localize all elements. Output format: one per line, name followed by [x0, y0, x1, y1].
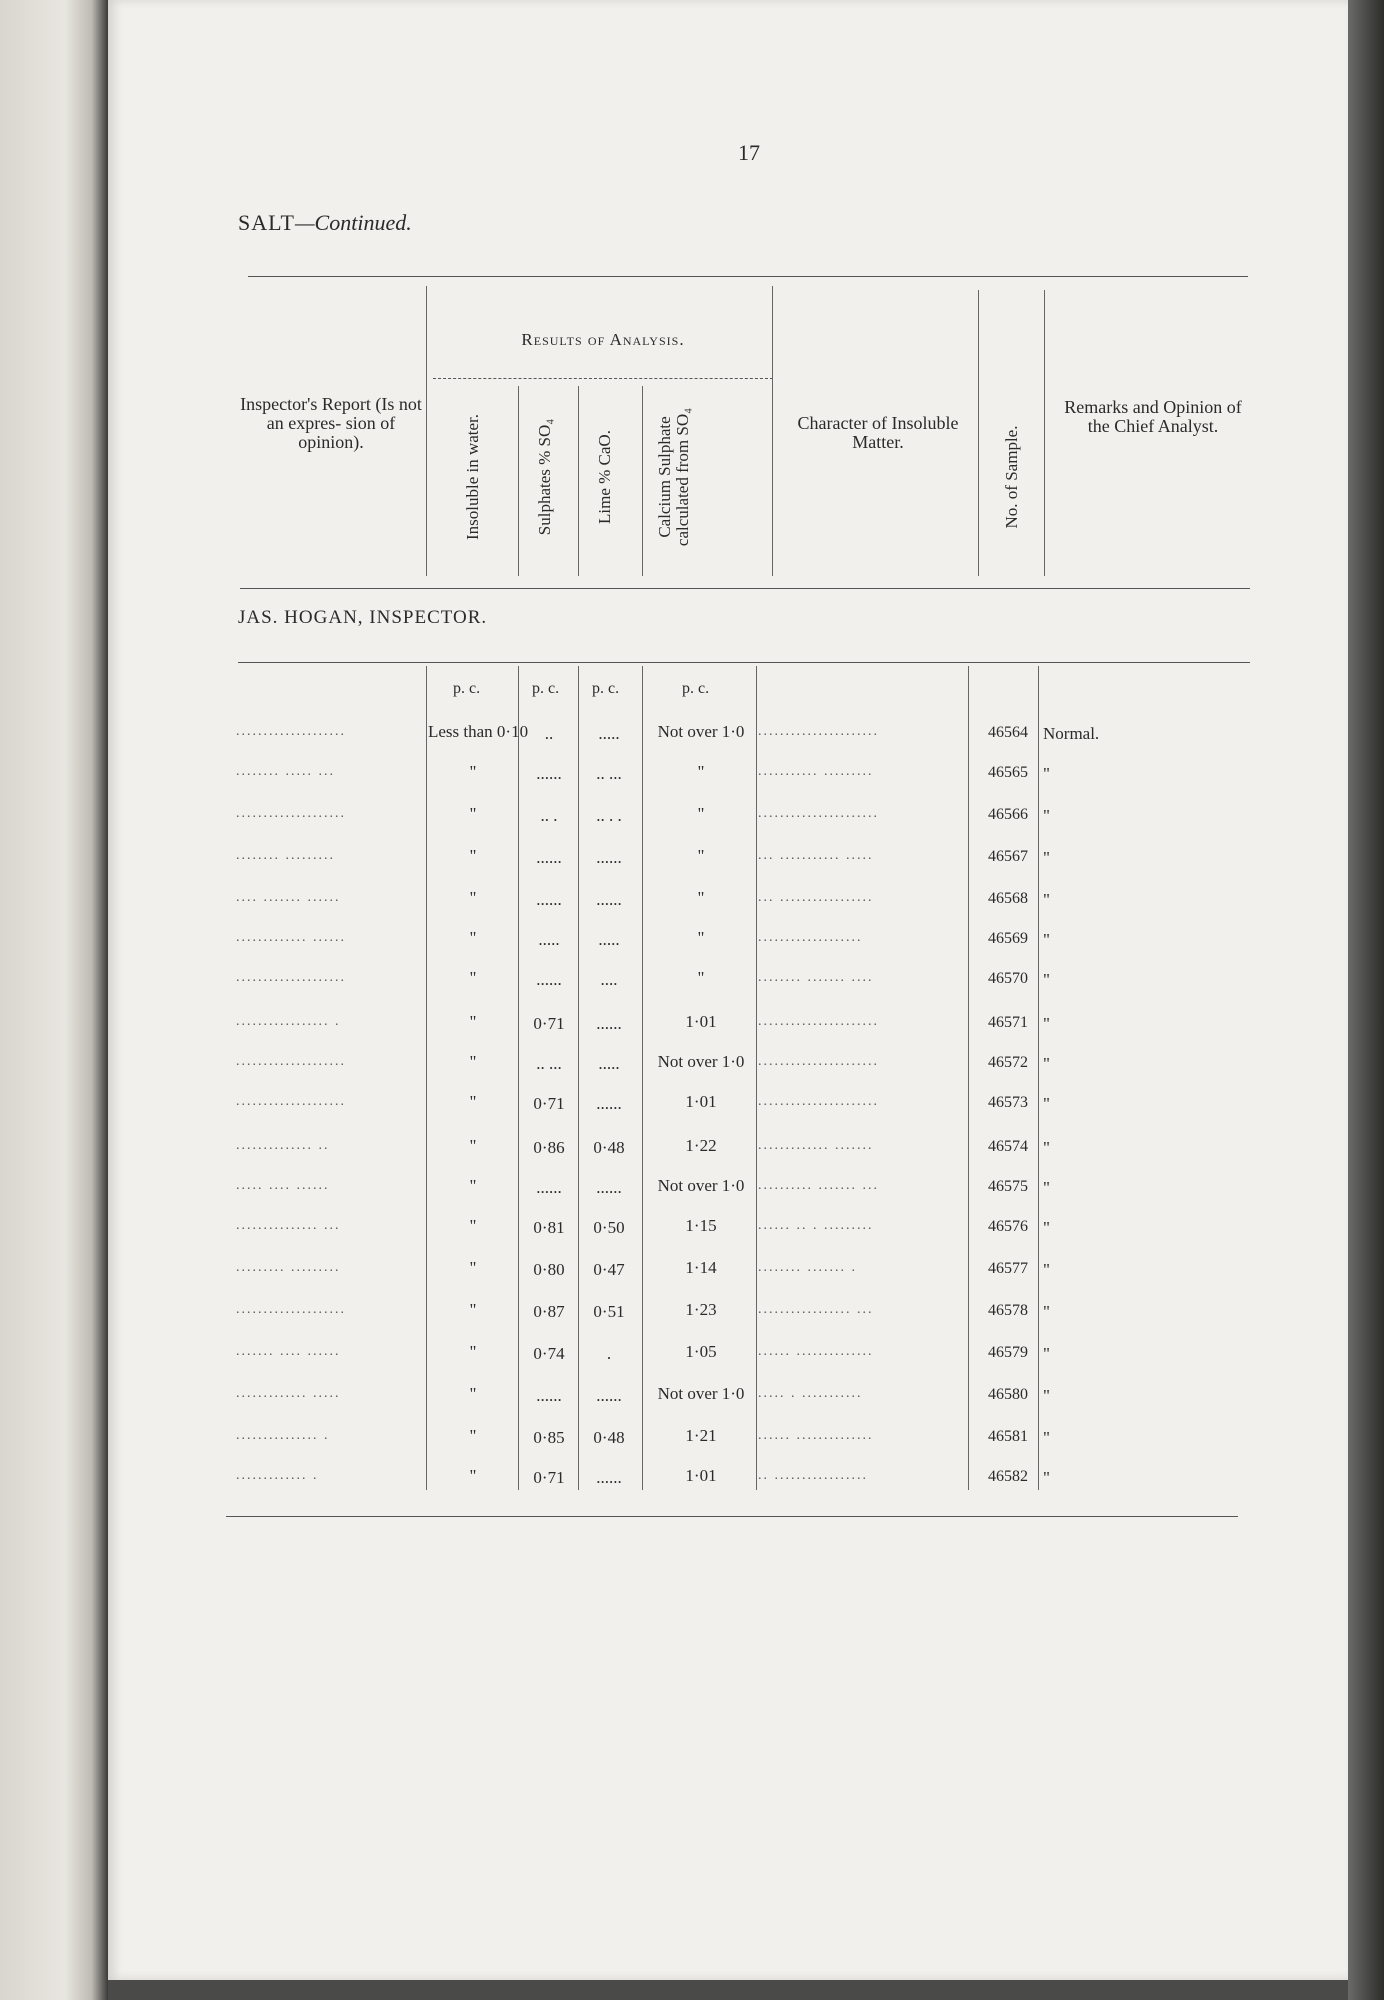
- cell-sample: 46571: [988, 1014, 1028, 1031]
- unit-sulphates: p. c.: [532, 680, 560, 697]
- table-row: [108, 1468, 1348, 1508]
- cell-lime: ......: [596, 1178, 622, 1197]
- header-divider: [1044, 290, 1045, 576]
- cell-sample: 46576: [988, 1218, 1028, 1235]
- cell-lime: 0·48: [593, 1428, 625, 1447]
- cell-character: ...... ..............: [758, 1428, 874, 1443]
- cell-remarks: ": [1043, 1138, 1050, 1157]
- cell-calcium: Not over 1·0: [657, 1176, 745, 1195]
- cell-report: ............... ...: [236, 1218, 341, 1233]
- cell-sample: 46580: [988, 1386, 1028, 1403]
- cell-insoluble: Less than 0·10: [428, 722, 529, 741]
- page-edge: [1348, 0, 1384, 2000]
- table-row: [108, 970, 1348, 1010]
- cell-sulphates: ......: [536, 764, 562, 783]
- cell-remarks: Normal.: [1043, 724, 1100, 743]
- table-row: [108, 724, 1348, 764]
- cell-insoluble: ": [469, 1300, 477, 1319]
- cell-insoluble: ": [469, 888, 477, 907]
- cell-report: ............. .: [236, 1468, 319, 1483]
- section-title-suffix: —Continued.: [294, 210, 412, 235]
- cell-report: ....................: [236, 1094, 346, 1109]
- header-sample-no: No. of Sample.: [1002, 425, 1021, 529]
- book-spine: [0, 0, 108, 2000]
- cell-insoluble: ": [469, 1052, 477, 1071]
- cell-insoluble: ": [469, 762, 477, 781]
- table-row: [108, 930, 1348, 970]
- cell-report: ................. .: [236, 1014, 341, 1029]
- unit-insoluble: p. c.: [453, 680, 481, 697]
- cell-sample: 46567: [988, 848, 1028, 865]
- cell-calcium: 1·01: [685, 1012, 717, 1031]
- cell-sulphates: ......: [536, 970, 562, 989]
- cell-report: ....................: [236, 970, 346, 985]
- section-title: [238, 210, 412, 236]
- cell-remarks: ": [1043, 848, 1050, 867]
- header-inspector-report: Inspector's Report (Is not an expres- sion of opinion).: [240, 394, 422, 452]
- cell-report: ............. .....: [236, 1386, 341, 1401]
- cell-report: ............... .: [236, 1428, 330, 1443]
- cell-sulphates: 0·80: [533, 1260, 565, 1279]
- header-divider: [578, 386, 579, 576]
- header-divider: [642, 386, 643, 576]
- inspector-rule: [238, 662, 1250, 663]
- cell-remarks: ": [1043, 1260, 1050, 1279]
- cell-remarks: ": [1043, 1302, 1050, 1321]
- cell-lime: ......: [596, 1094, 622, 1113]
- cell-sulphates: 0·71: [533, 1014, 565, 1033]
- cell-remarks: ": [1043, 1054, 1050, 1073]
- cell-sample: 46579: [988, 1344, 1028, 1361]
- cell-report: ........ ..... ...: [236, 764, 335, 779]
- cell-remarks: ": [1043, 764, 1050, 783]
- table-row: [108, 848, 1348, 888]
- cell-character: .. .................: [758, 1468, 868, 1483]
- cell-sulphates: ......: [536, 1386, 562, 1405]
- header-divider: [978, 290, 979, 576]
- cell-calcium: 1·21: [685, 1426, 717, 1445]
- header-character: Character of Insoluble Matter.: [797, 413, 959, 452]
- section-title-main: SALT: [238, 210, 295, 235]
- cell-calcium: Not over 1·0: [657, 722, 745, 741]
- table-row: [108, 1218, 1348, 1258]
- unit-calcium: p. c.: [682, 680, 710, 697]
- cell-insoluble: ": [469, 1012, 477, 1031]
- cell-insoluble: ": [469, 1384, 477, 1403]
- cell-insoluble: ": [469, 928, 477, 947]
- cell-lime: .....: [598, 724, 620, 743]
- table-row: [108, 1386, 1348, 1426]
- table-row: [108, 1260, 1348, 1300]
- cell-sample: 46565: [988, 764, 1028, 781]
- cell-sample: 46578: [988, 1302, 1028, 1319]
- cell-character: .......... ....... ...: [758, 1178, 879, 1193]
- inspector-name: JAS. HOGAN, INSPECTOR.: [238, 607, 488, 628]
- cell-calcium: ": [697, 928, 705, 947]
- cell-character: ........... .........: [758, 764, 874, 779]
- cell-character: ......................: [758, 1094, 879, 1109]
- cell-insoluble: ": [469, 968, 477, 987]
- cell-report: ....................: [236, 1054, 346, 1069]
- cell-sulphates: 0·74: [533, 1344, 565, 1363]
- cell-lime: ......: [596, 1386, 622, 1405]
- cell-report: .... ....... ......: [236, 890, 341, 905]
- table-bottom-rule: [226, 1516, 1238, 1517]
- cell-report: ........ .........: [236, 848, 335, 863]
- cell-calcium: 1·23: [685, 1300, 717, 1319]
- cell-calcium: 1·14: [685, 1258, 717, 1277]
- table-row: [108, 1138, 1348, 1178]
- cell-character: ......................: [758, 1054, 879, 1069]
- cell-sulphates: 0·71: [533, 1468, 565, 1487]
- cell-lime: 0·50: [593, 1218, 625, 1237]
- cell-sulphates: 0·71: [533, 1094, 565, 1113]
- cell-sample: 46572: [988, 1054, 1028, 1071]
- cell-sample: 46568: [988, 890, 1028, 907]
- cell-remarks: ": [1043, 1014, 1050, 1033]
- cell-sulphates: 0·85: [533, 1428, 565, 1447]
- header-divider: [518, 386, 519, 576]
- cell-lime: ......: [596, 848, 622, 867]
- cell-sample: 46569: [988, 930, 1028, 947]
- table-row: [108, 1428, 1348, 1468]
- cell-sulphates: ......: [536, 890, 562, 909]
- cell-report: ....................: [236, 724, 346, 739]
- cell-lime: .. ...: [596, 764, 622, 783]
- cell-calcium: 1·01: [685, 1092, 717, 1111]
- cell-remarks: ": [1043, 1386, 1050, 1405]
- cell-calcium: ": [697, 888, 705, 907]
- cell-calcium: 1·15: [685, 1216, 717, 1235]
- cell-character: ........ ....... .: [758, 1260, 857, 1275]
- table-row: [108, 1344, 1348, 1384]
- cell-character: ........ ....... ....: [758, 970, 874, 985]
- cell-remarks: ": [1043, 806, 1050, 825]
- table-row: [108, 890, 1348, 930]
- cell-report: ..... .... ......: [236, 1178, 330, 1193]
- header-divider: [772, 286, 773, 576]
- cell-character: ... .................: [758, 890, 874, 905]
- cell-lime: 0·48: [593, 1138, 625, 1157]
- cell-sample: 46574: [988, 1138, 1028, 1155]
- cell-remarks: ": [1043, 970, 1050, 989]
- cell-remarks: ": [1043, 1094, 1050, 1113]
- cell-character: ......................: [758, 1014, 879, 1029]
- cell-report: ............. ......: [236, 930, 346, 945]
- cell-calcium: 1·22: [685, 1136, 717, 1155]
- cell-character: ......................: [758, 724, 879, 739]
- cell-lime: ....: [600, 970, 618, 989]
- cell-insoluble: ": [469, 1342, 477, 1361]
- table-row: [108, 1054, 1348, 1094]
- cell-insoluble: ": [469, 846, 477, 865]
- cell-character: ..... . ...........: [758, 1386, 863, 1401]
- cell-lime: .: [606, 1344, 612, 1363]
- cell-calcium: 1·05: [685, 1342, 717, 1361]
- table-row: [108, 764, 1348, 804]
- table-row: [108, 1014, 1348, 1054]
- cell-report: ....................: [236, 1302, 346, 1317]
- cell-report: .............. ..: [236, 1138, 330, 1153]
- cell-sample: 46581: [988, 1428, 1028, 1445]
- cell-insoluble: ": [469, 1176, 477, 1195]
- cell-insoluble: ": [469, 804, 477, 823]
- cell-character: ................. ...: [758, 1302, 874, 1317]
- page-number: 17: [738, 140, 760, 165]
- cell-insoluble: ": [469, 1092, 477, 1111]
- cell-remarks: ": [1043, 1468, 1050, 1487]
- cell-remarks: ": [1043, 1218, 1050, 1237]
- cell-character: ... ........... .....: [758, 848, 874, 863]
- cell-lime: ......: [596, 1014, 622, 1033]
- table-row: [108, 806, 1348, 846]
- header-bottom-rule: [240, 588, 1250, 589]
- document-page: [108, 0, 1348, 1980]
- cell-insoluble: ": [469, 1136, 477, 1155]
- cell-remarks: ": [1043, 1344, 1050, 1363]
- cell-sample: 46582: [988, 1468, 1028, 1485]
- header-sulphates: Sulphates % SO₄: [535, 418, 554, 536]
- cell-calcium: ": [697, 968, 705, 987]
- cell-sulphates: 0·87: [533, 1302, 565, 1321]
- cell-lime: .. . .: [596, 806, 622, 825]
- cell-sample: 46566: [988, 806, 1028, 823]
- table-row: [108, 1178, 1348, 1218]
- cell-sulphates: .. ...: [536, 1054, 562, 1073]
- cell-lime: 0·51: [593, 1302, 625, 1321]
- cell-report: ......... .........: [236, 1260, 341, 1275]
- results-rule: [433, 378, 773, 379]
- cell-sulphates: ..: [544, 724, 554, 743]
- cell-insoluble: ": [469, 1216, 477, 1235]
- cell-sample: 46577: [988, 1260, 1028, 1277]
- header-top-rule: [248, 276, 1248, 277]
- cell-sulphates: 0·81: [533, 1218, 565, 1237]
- cell-sulphates: .....: [538, 930, 560, 949]
- cell-sample: 46575: [988, 1178, 1028, 1195]
- header-lime: Lime % CaO.: [595, 430, 614, 524]
- cell-sample: 46570: [988, 970, 1028, 987]
- cell-sulphates: .. .: [540, 806, 558, 825]
- cell-calcium: Not over 1·0: [657, 1384, 745, 1403]
- cell-lime: .....: [598, 930, 620, 949]
- header-results-of-analysis: Results of Analysis.: [521, 330, 685, 349]
- cell-calcium: 1·01: [685, 1466, 717, 1485]
- cell-character: ...... .. . .........: [758, 1218, 874, 1233]
- cell-insoluble: ": [469, 1426, 477, 1445]
- cell-character: ...................: [758, 930, 863, 945]
- unit-lime: p. c.: [592, 680, 620, 697]
- cell-lime: 0·47: [593, 1260, 625, 1279]
- cell-insoluble: ": [469, 1466, 477, 1485]
- table-row: [108, 1302, 1348, 1342]
- cell-calcium: ": [697, 846, 705, 865]
- cell-calcium: Not over 1·0: [657, 1052, 745, 1071]
- header-remarks: Remarks and Opinion of the Chief Analyst.: [1064, 397, 1242, 436]
- cell-report: ....... .... ......: [236, 1344, 341, 1359]
- cell-remarks: ": [1043, 1178, 1050, 1197]
- cell-calcium: ": [697, 804, 705, 823]
- cell-calcium: ": [697, 762, 705, 781]
- table-row: [108, 1094, 1348, 1134]
- cell-lime: ......: [596, 1468, 622, 1487]
- units-row: [108, 680, 1348, 720]
- cell-insoluble: ": [469, 1258, 477, 1277]
- cell-sample: 46564: [988, 724, 1028, 741]
- cell-character: ......................: [758, 806, 879, 821]
- cell-remarks: ": [1043, 890, 1050, 909]
- cell-lime: .....: [598, 1054, 620, 1073]
- cell-lime: ......: [596, 890, 622, 909]
- cell-sulphates: 0·86: [533, 1138, 565, 1157]
- cell-sample: 46573: [988, 1094, 1028, 1111]
- header-insoluble-in-water: Insoluble in water.: [463, 413, 482, 541]
- cell-sulphates: ......: [536, 1178, 562, 1197]
- cell-character: ...... ..............: [758, 1344, 874, 1359]
- cell-remarks: ": [1043, 1428, 1050, 1447]
- cell-character: ............. .......: [758, 1138, 874, 1153]
- cell-sulphates: ......: [536, 848, 562, 867]
- header-calcium-sulphate: Calcium Sulphate calculated from SO₄: [655, 407, 692, 547]
- cell-remarks: ": [1043, 930, 1050, 949]
- cell-report: ....................: [236, 806, 346, 821]
- header-divider: [426, 286, 427, 576]
